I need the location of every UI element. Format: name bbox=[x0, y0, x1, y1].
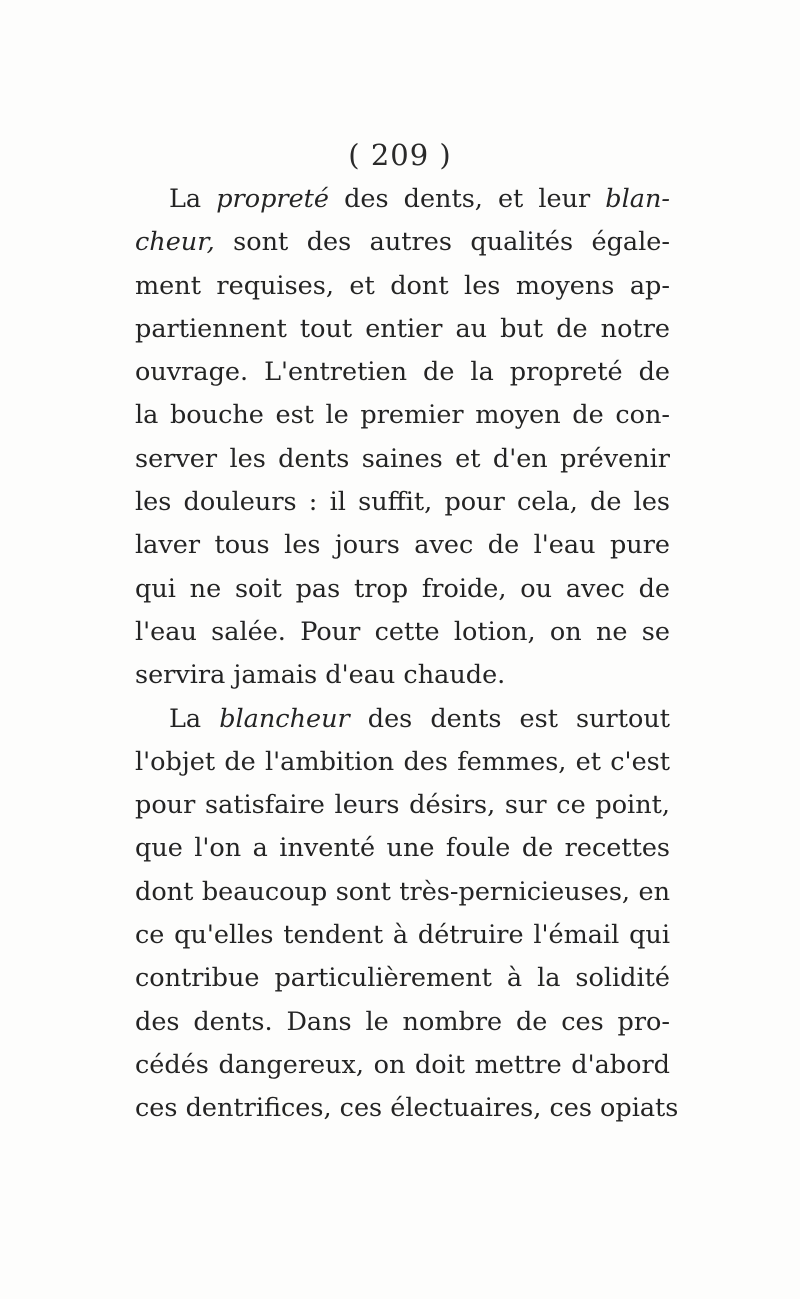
text-segment: des dents. Dans le nombre de ces pro- bbox=[135, 1006, 670, 1037]
text-segment: pour satisfaire leurs désirs, sur ce point, bbox=[135, 790, 670, 821]
body-text bbox=[135, 178, 679, 1131]
text-line bbox=[135, 481, 670, 524]
text-segment: les douleurs : il suffit, pour cela, de les bbox=[135, 487, 670, 518]
text-segment: La bbox=[169, 703, 220, 734]
text-segment: des dents, et leur bbox=[329, 184, 606, 214]
text-line bbox=[135, 265, 670, 308]
text-line bbox=[135, 1044, 670, 1087]
text-line bbox=[135, 698, 670, 741]
text-segment: ment requises, et dont les moyens ap- bbox=[135, 270, 670, 301]
paragraph bbox=[135, 698, 679, 1131]
text-line bbox=[135, 871, 670, 914]
text-segment: ce qu'elles tendent à détruire l'émail qui bbox=[135, 920, 670, 951]
text-line bbox=[135, 914, 670, 957]
text-line bbox=[135, 221, 670, 264]
text-segment: des dents est surtout bbox=[349, 703, 670, 734]
text-segment: que l'on a inventé une foule de recettes bbox=[135, 833, 670, 864]
text-line bbox=[135, 308, 670, 351]
text-segment: la bouche est le premier moyen de con- bbox=[135, 400, 670, 431]
text-line bbox=[135, 1001, 670, 1044]
text-segment: contribue particulièrement à la solidité bbox=[135, 963, 670, 994]
paragraph bbox=[135, 178, 670, 698]
text-line bbox=[135, 1087, 679, 1130]
text-line bbox=[135, 524, 670, 567]
text-segment: ouvrage. L'entretien de la propreté de bbox=[135, 357, 670, 388]
text-line bbox=[135, 654, 670, 697]
italic-term: cheur, bbox=[135, 227, 215, 258]
text-line bbox=[135, 611, 670, 654]
text-line bbox=[135, 351, 670, 394]
text-segment: ces dentrifices, ces électuaires, ces opiats bbox=[135, 1093, 679, 1124]
text-segment: laver tous les jours avec de l'eau pure bbox=[135, 530, 670, 561]
text-segment: sont des autres qualités égale- bbox=[214, 227, 670, 258]
text-segment: server les dents saines et d'en prévenir bbox=[135, 443, 670, 474]
text-line bbox=[135, 178, 670, 221]
text-line bbox=[135, 568, 670, 611]
text-segment: servira jamais d'eau chaude. bbox=[135, 660, 506, 691]
text-line bbox=[135, 741, 670, 784]
text-segment: l'objet de l'ambition des femmes, et c'est bbox=[135, 746, 670, 777]
text-line bbox=[135, 784, 670, 827]
text-line bbox=[135, 957, 670, 1000]
italic-term: blancheur bbox=[219, 703, 350, 734]
text-line bbox=[135, 438, 670, 481]
text-segment: qui ne soit pas trop froide, ou avec de bbox=[135, 573, 670, 604]
page-number: ( 209 ) bbox=[348, 138, 452, 172]
text-segment: l'eau salée. Pour cette lotion, on ne se bbox=[135, 616, 670, 647]
text-segment: La bbox=[169, 184, 217, 214]
text-segment: cédés dangereux, on doit mettre d'abord bbox=[135, 1049, 670, 1080]
italic-term: blan- bbox=[605, 184, 670, 214]
text-segment: dont beaucoup sont très-pernicieuses, en bbox=[135, 876, 670, 907]
italic-term: propreté bbox=[216, 184, 330, 214]
text-segment: partiennent tout entier au but de notre bbox=[135, 313, 670, 344]
text-line bbox=[135, 827, 670, 870]
text-line bbox=[135, 394, 670, 437]
